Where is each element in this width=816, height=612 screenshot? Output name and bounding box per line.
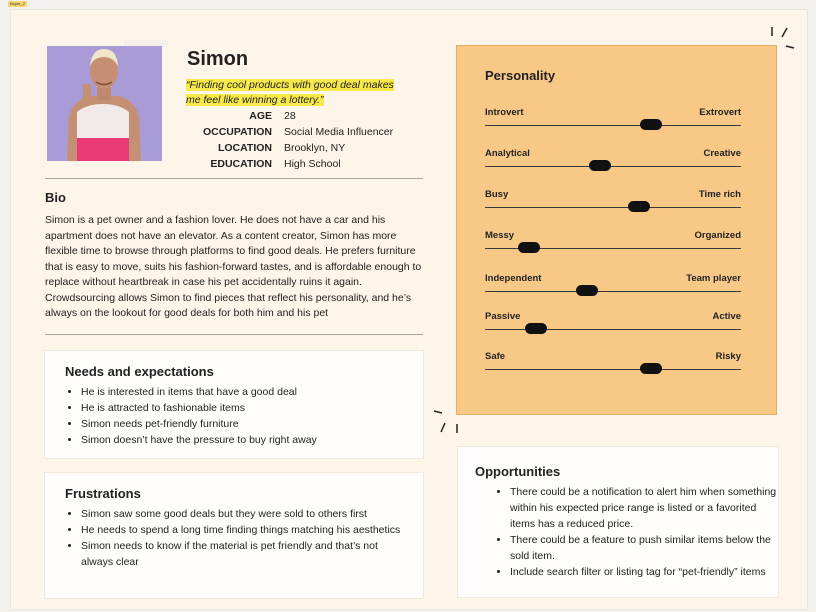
divider	[45, 334, 423, 335]
persona-name: Simon	[187, 48, 249, 70]
frustrations-list	[63, 506, 401, 570]
needs-title: Needs and expectations	[65, 364, 214, 379]
info-value: Brooklyn, NY	[284, 142, 346, 154]
trait-slider-handle[interactable]	[628, 201, 650, 212]
info-row-occupation	[186, 124, 393, 140]
info-row-education	[186, 156, 393, 172]
quote-text: “Finding cool products with good deal makes me feel like winning a lottery.”	[186, 79, 394, 106]
needs-card	[44, 350, 424, 459]
info-value: Social Media Influencer	[284, 126, 394, 138]
trait-left-label: Safe	[485, 351, 506, 362]
list-item: • Simon needs pet-friendly furniture	[81, 416, 317, 432]
trait-right-label: Creative	[703, 148, 741, 159]
info-label: AGE	[249, 110, 272, 122]
persona-photo	[47, 46, 162, 161]
list-item: • There could be a feature to push similar items below the sold item.	[510, 532, 780, 564]
info-row-location	[186, 140, 393, 156]
persona-info	[186, 108, 393, 172]
info-label: EDUCATION	[210, 158, 272, 170]
list-item: • Simon needs to know if the material is pet friendly and that’s not always clear	[81, 538, 401, 570]
trait-slider-track	[485, 125, 741, 126]
trait-left-label: Messy	[485, 230, 515, 241]
list-item: • There could be a notification to alert him when something within his expected price range is listed or a favorited items has a reduced price.	[510, 484, 780, 532]
divider	[45, 178, 423, 179]
list-item: • He is interested in items that have a good deal	[81, 384, 317, 400]
trait-slider-track	[485, 207, 741, 208]
info-value: High School	[284, 158, 341, 170]
sparkle-icon	[768, 24, 798, 52]
trait-left-label: Independent	[485, 273, 542, 284]
info-label: OCCUPATION	[202, 126, 272, 138]
trait-right-label: Risky	[715, 351, 741, 362]
list-item: • Simon doesn’t have the pressure to buy right away	[81, 432, 317, 448]
frame-label[interactable]: Buyer_2	[10, 1, 25, 6]
trait-slider-handle[interactable]	[640, 363, 662, 374]
opportunities-title: Opportunities	[475, 464, 561, 479]
personality-title: Personality	[485, 68, 556, 83]
trait-slider-track	[485, 329, 741, 330]
frustrations-title: Frustrations	[65, 486, 141, 501]
opportunities-list	[492, 484, 780, 580]
trait-right-label: Organized	[694, 230, 741, 241]
trait-slider-track	[485, 291, 741, 292]
bio-title: Bio	[45, 190, 66, 205]
info-value: 28	[284, 110, 296, 122]
bio-text: Simon is a pet owner and a fashion lover. He does not have a car and his apartment does not have an elevator. As a content creator, Simon has more flexible time to browse through platforms to find good deals. He prefers furniture that is easy to move, suits his fashion-forward tastes, and is affordable enough to replace without heartbreak in case his pet accidentally ruins it again. Crowdsourcing allows Simon to find pieces that reflect his personality, and he’s always on the lookout for good deals for both him and his pet	[45, 214, 422, 319]
trait-left-label: Analytical	[485, 148, 530, 159]
frustrations-card	[44, 472, 424, 599]
trait-slider-handle[interactable]	[576, 285, 598, 296]
trait-left-label: Passive	[485, 311, 521, 322]
trait-slider-handle[interactable]	[640, 119, 662, 130]
trait-slider-handle[interactable]	[518, 242, 540, 253]
trait-right-label: Team player	[686, 273, 741, 284]
trait-slider-track	[485, 369, 741, 370]
trait-slider-track	[485, 166, 741, 167]
list-item: • Simon saw some good deals but they were sold to others first	[81, 506, 401, 522]
needs-list	[63, 384, 317, 448]
info-row-age	[186, 108, 393, 124]
list-item: • He is attracted to fashionable items	[81, 400, 317, 416]
opportunities-card	[457, 446, 779, 598]
trait-right-label: Time rich	[698, 189, 741, 200]
trait-slider-handle[interactable]	[589, 160, 611, 171]
persona-quote	[186, 78, 406, 108]
trait-slider-handle[interactable]	[525, 323, 547, 334]
list-item: • Include search filter or listing tag for “pet-friendly” items	[510, 564, 780, 580]
trait-left-label: Introvert	[485, 107, 524, 118]
list-item: • He needs to spend a long time finding things matching his aesthetics	[81, 522, 401, 538]
info-label: LOCATION	[217, 142, 272, 154]
trait-left-label: Busy	[485, 189, 509, 200]
trait-right-label: Active	[712, 311, 741, 322]
trait-right-label: Extrovert	[699, 107, 741, 118]
sparkle-icon	[430, 404, 462, 436]
